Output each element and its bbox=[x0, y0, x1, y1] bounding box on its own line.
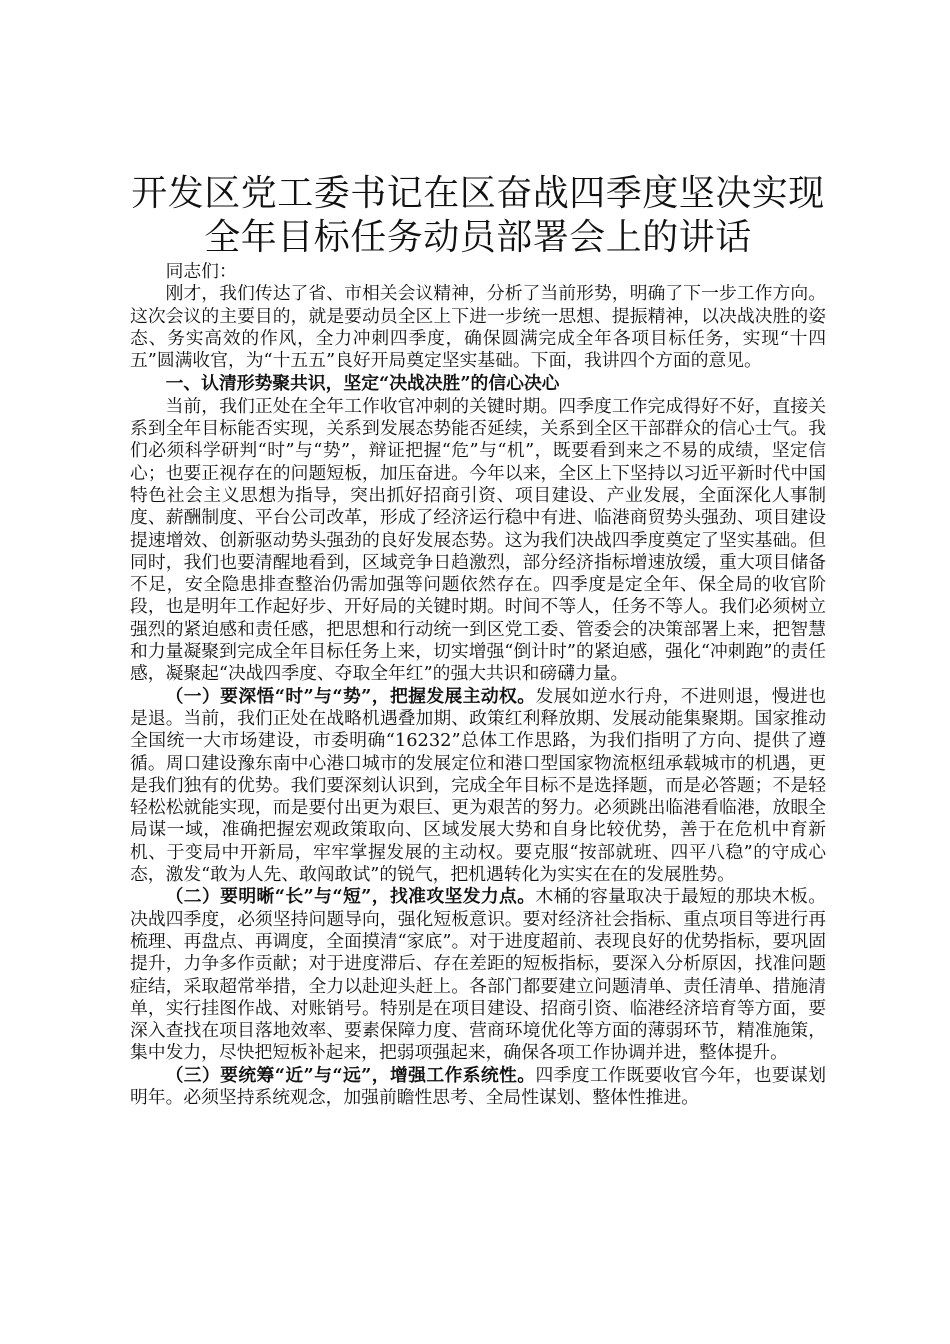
subsection-1-body: 发展如逆水行舟，不进则退，慢进也是退。当前，我们正处在战略机遇叠加期、政策红利释放期、发展动能集聚期。国家推动全国统一大市场建设，市委明确“16232”总体工作思路，为我们指明了方向、提供了遵循。周口建设豫东南中心港口城市的发展定位和港口型国家物流枢纽承载城市的机遇，更是我们独有的优势。我们要深刻认识到，完成全年目标不是选择题，而是必答题；不是轻轻松松就能实现，而是要付出更为艰巨、更为艰苦的努力。必须跳出临港看临港，放眼全局谋一域，准确把握宏观政策取向、区域发展大势和自身比较优势，善于在危机中育新机、于变局中开新局，牢牢掌握发展的主动权。要克服“按部就班、四平八稳”的守成心态，激发“敢为人先、敢闯敢试”的锐气，把机遇转化为实实在在的发展胜势。 bbox=[130, 685, 826, 886]
subsection-1-heading: （一）要深悟“时”与“势”，把握发展主动权。 bbox=[165, 685, 536, 707]
subsection-3-heading: （三）要统筹“近”与“远”，增强工作系统性。 bbox=[165, 1064, 536, 1086]
subsection-2-body: 木桶的容量取决于最短的那块木板。决战四季度，必须坚持问题导向，强化短板意识。要对经济社会指标、重点项目等进行再梳理、再盘点、再调度，全面摸清“家底”。对于进度超前、表现良好的优势指标，要巩固提升，力争多作贡献；对于进度滞后、存在差距的短板指标，要深入分析原因，找准问题症结，采取超常举措，全力以赴迎头赶上。各部门都要建立问题清单、责任清单、措施清单，实行挂图作战、对账销号。特别是在项目建设、招商引资、临港经济培育等方面，要深入查找在项目落地效率、要素保障力度、营商环境优化等方面的薄弱环节，精准施策，集中发力，尽快把短板补起来，把弱项强起来，确保各项工作协调并进，整体提升。 bbox=[130, 886, 826, 1064]
section-1-body: 当前，我们正处在全年工作收官冲刺的关键时期。四季度工作完成得好不好，直接关系到全年目标能否实现，关系到发展态势能否延续，关系到全区干部群众的信心士气。我们必须科学研判“时”与“势”，辩证把握“危”与“机”，既要看到来之不易的成绩，坚定信心；也要正视存在的问题短板，加压奋进。今年以来，全区上下坚持以习近平新时代中国特色社会主义思想为指导，突出抓好招商引资、项目建设、产业发展，全面深化人事制度、薪酬制度、平台公司改革，形成了经济运行稳中有进、临港商贸势头强劲、项目建设提速增效、创新驱动势头强劲的良好发展态势。这为我们决战四季度奠定了坚实基础。但同时，我们也要清醒地看到，区域竞争日趋激烈，部分经济指标增速放缓，重大项目储备不足，安全隐患排查整治仍需加强等问题依然存在。四季度是定全年、保全局的收官阶段，也是明年工作起好步、开好局的关键时期。时间不等人，任务不等人。我们必须树立强烈的紧迫感和责任感，把思想和行动统一到区党工委、管委会的决策部署上来，把智慧和力量凝聚到完成全年目标任务上来，切实增强“倒计时”的紧迫感，强化“冲刺跑”的责任感，凝聚起“决战四季度、夺取全年红”的强大共识和磅礴力量。 bbox=[130, 395, 826, 685]
section-1-heading: 一、认清形势聚共识，坚定“决战决胜”的信心决心 bbox=[165, 373, 560, 395]
intro-paragraph: 刚才，我们传达了省、市相关会议精神，分析了当前形势，明确了下一步工作方向。这次会议的主要目的，就是要动员全区上下进一步统一思想、提振精神，以决战决胜的姿态、务实高效的作风，全力冲刺四季度，确保圆满完成全年各项目标任务，实现“十四五”圆满收官，为“十五五”良好开局奠定坚实基础。下面，我讲四个方面的意见。 bbox=[130, 283, 826, 372]
subsection-2-paragraph bbox=[130, 886, 826, 1064]
salutation: 同志们： bbox=[165, 261, 237, 282]
subsection-2-heading: （二）要明晰“长”与“短”，找准攻坚发力点。 bbox=[165, 886, 536, 908]
subsection-1-paragraph bbox=[130, 686, 826, 887]
subsection-3-paragraph bbox=[130, 1065, 826, 1110]
subsection-3-body: 四季度工作既要收官今年，也要谋划明年。必须坚持系统观念，加强前瞻性思考、全局性谋划、整体性推进。 bbox=[130, 1064, 826, 1108]
document-page bbox=[130, 172, 826, 1109]
document-title: 开发区党工委书记在区奋战四季度坚决实现全年目标任务动员部署会上的讲话 bbox=[131, 173, 825, 258]
